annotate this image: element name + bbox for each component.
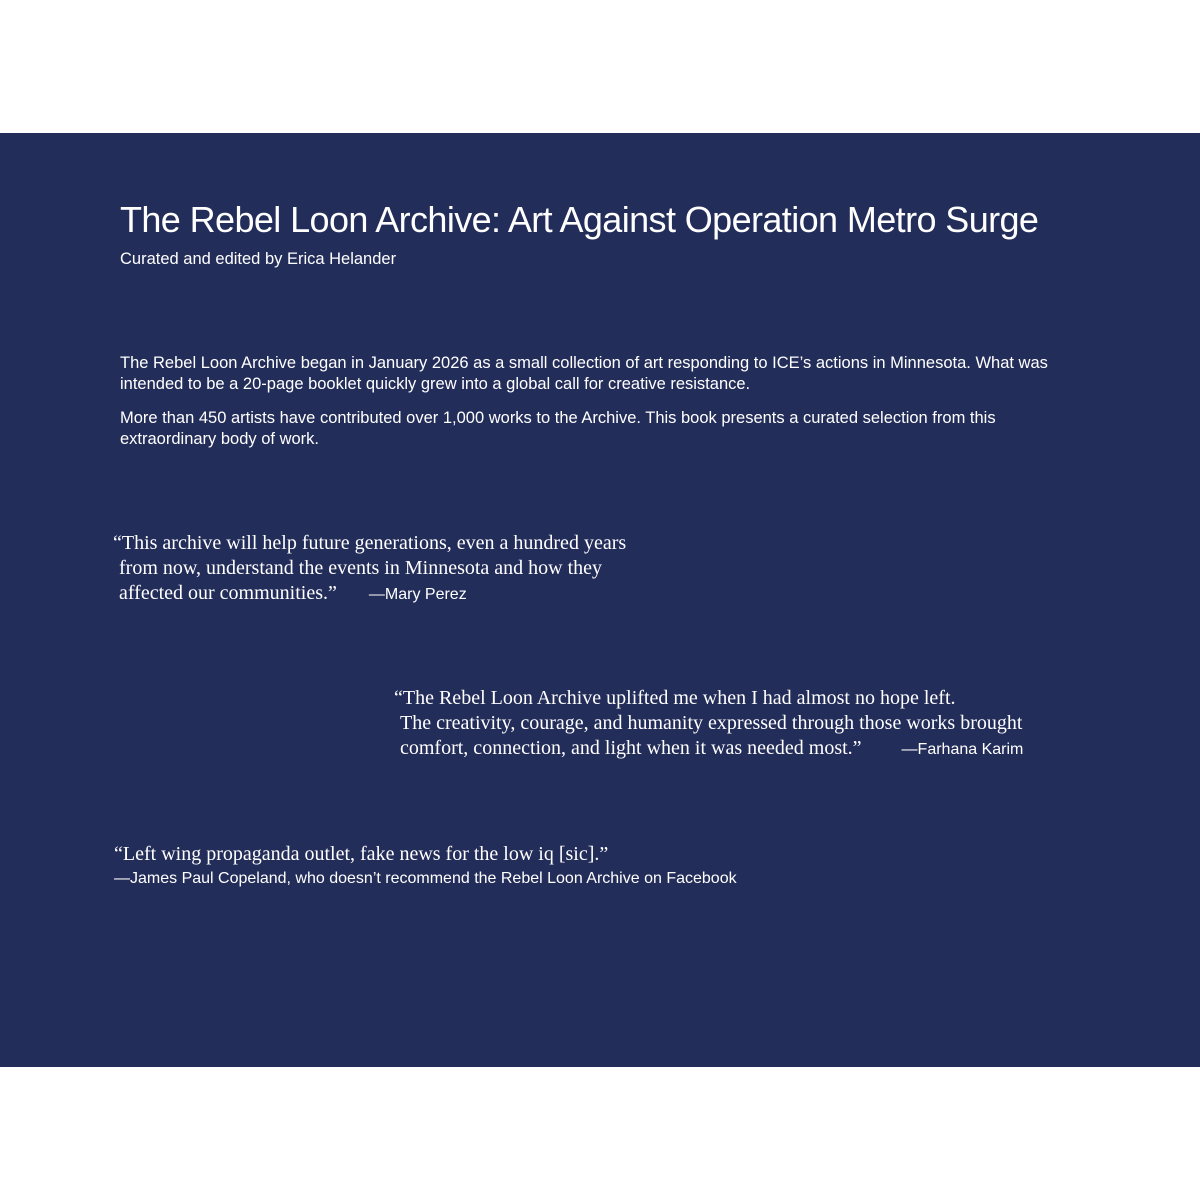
testimonial-quote <box>113 531 626 607</box>
intro-paragraph: More than 450 artists have contributed over 1,000 works to the Archive. This book presents a curated selection from this extraordinary body of work. <box>120 409 996 448</box>
page-title: The Rebel Loon Archive: Art Against Operation Metro Surge <box>120 199 1039 240</box>
quote-line <box>113 581 626 607</box>
quote-text: affected our communities.” <box>119 582 337 604</box>
quote-attribution: —Farhana Karim <box>901 741 1024 758</box>
quote-line: “The Rebel Loon Archive uplifted me when I had almost no hope left. <box>394 687 956 709</box>
page-subtitle: Curated and edited by Erica Helander <box>120 250 397 268</box>
critic-quote <box>114 842 737 889</box>
quote-line: “Left wing propaganda outlet, fake news for the low iq [sic].” <box>114 843 609 865</box>
quote-line: “This archive will help future generations, even a hundred years <box>113 532 627 554</box>
quote-line: The creativity, courage, and humanity expressed through those works brought <box>400 712 1023 734</box>
content-panel <box>0 133 1200 1067</box>
testimonial-quote <box>394 686 1023 762</box>
quote-attribution: —James Paul Copeland, who doesn’t recommend the Rebel Loon Archive on Facebook <box>114 870 737 887</box>
intro-paragraph: The Rebel Loon Archive began in January 2026 as a small collection of art responding to ICE’s actions in Minnesota. What was intended to be a 20-page booklet quickly grew into a global call for creative resistance. <box>120 354 1048 393</box>
quote-line <box>394 736 1023 762</box>
quote-attribution: —Mary Perez <box>368 586 467 603</box>
intro-text <box>120 353 1080 463</box>
quote-text: comfort, connection, and light when it was needed most.” <box>400 737 862 759</box>
quote-line: from now, understand the events in Minnesota and how they <box>119 557 603 579</box>
